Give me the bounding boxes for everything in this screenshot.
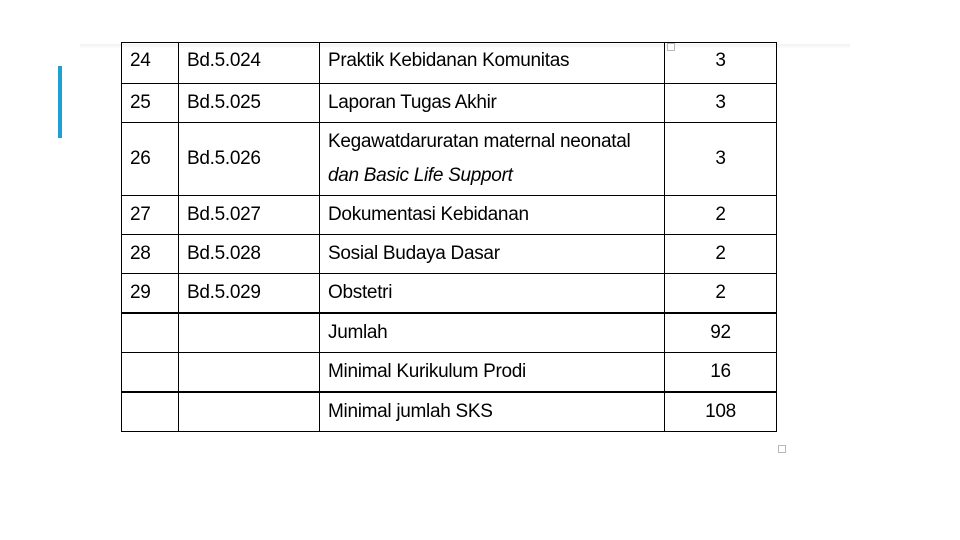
course-code: Bd.5.029 bbox=[179, 274, 320, 314]
course-sks: 3 bbox=[665, 43, 777, 84]
course-name-cell bbox=[320, 123, 665, 196]
table-row bbox=[122, 274, 777, 314]
table-row bbox=[122, 84, 777, 123]
course-name: Kegawatdaruratan maternal neonatal bbox=[328, 131, 631, 152]
accent-bar bbox=[58, 66, 62, 138]
course-table bbox=[121, 42, 777, 432]
empty-cell bbox=[179, 353, 320, 393]
summary-value: 16 bbox=[665, 353, 777, 393]
course-sks: 3 bbox=[665, 84, 777, 123]
table-row bbox=[122, 235, 777, 274]
course-sks: 2 bbox=[665, 196, 777, 235]
row-number: 28 bbox=[122, 235, 179, 274]
empty-cell bbox=[179, 392, 320, 432]
course-name-line2: dan Basic Life Support bbox=[328, 165, 513, 186]
course-code: Bd.5.026 bbox=[179, 123, 320, 196]
summary-label: Jumlah bbox=[320, 313, 665, 353]
summary-value: 108 bbox=[665, 392, 777, 432]
row-number: 29 bbox=[122, 274, 179, 314]
empty-cell bbox=[179, 313, 320, 353]
course-code: Bd.5.024 bbox=[179, 43, 320, 84]
table-row bbox=[122, 123, 777, 196]
empty-cell bbox=[122, 353, 179, 393]
summary-row-total bbox=[122, 313, 777, 353]
table-row bbox=[122, 43, 777, 84]
row-number: 26 bbox=[122, 123, 179, 196]
course-sks: 3 bbox=[665, 123, 777, 196]
summary-value: 92 bbox=[665, 313, 777, 353]
row-number: 27 bbox=[122, 196, 179, 235]
summary-row-minimal-sks bbox=[122, 392, 777, 432]
course-name: Laporan Tugas Akhir bbox=[320, 84, 665, 123]
summary-label: Minimal jumlah SKS bbox=[320, 392, 665, 432]
course-code: Bd.5.025 bbox=[179, 84, 320, 123]
table-resize-handle-bottom[interactable] bbox=[778, 445, 786, 453]
course-name: Obstetri bbox=[320, 274, 665, 314]
table-row bbox=[122, 196, 777, 235]
row-number: 25 bbox=[122, 84, 179, 123]
course-code: Bd.5.028 bbox=[179, 235, 320, 274]
course-sks: 2 bbox=[665, 235, 777, 274]
summary-label: Minimal Kurikulum Prodi bbox=[320, 353, 665, 393]
course-sks: 2 bbox=[665, 274, 777, 314]
row-number: 24 bbox=[122, 43, 179, 84]
empty-cell bbox=[122, 313, 179, 353]
summary-row-minimal-prodi bbox=[122, 353, 777, 393]
empty-cell bbox=[122, 392, 179, 432]
course-code: Bd.5.027 bbox=[179, 196, 320, 235]
course-name: Praktik Kebidanan Komunitas bbox=[320, 43, 665, 84]
course-name: Dokumentasi Kebidanan bbox=[320, 196, 665, 235]
course-name: Sosial Budaya Dasar bbox=[320, 235, 665, 274]
